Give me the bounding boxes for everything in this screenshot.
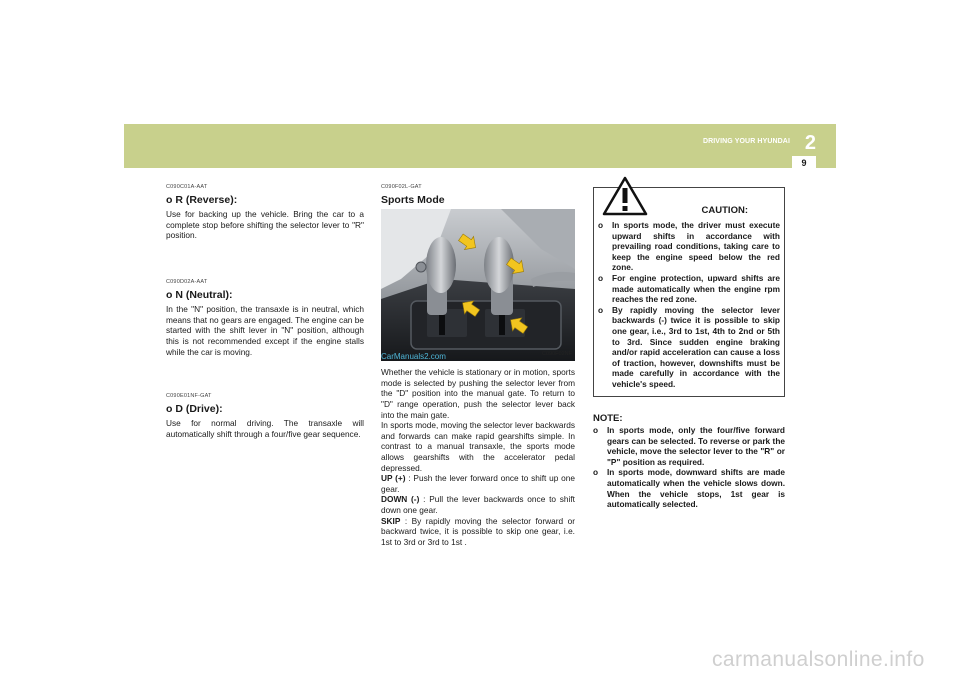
section-neutral [166, 277, 364, 357]
section-body: Use for backing up the vehicle. Bring the car to a complete stop before shifting the selector lever to "R" position. [166, 209, 364, 241]
bullet: o [593, 425, 599, 436]
section-heading: o R (Reverse): [166, 193, 238, 206]
gear-selector-illustration [381, 209, 575, 361]
skip-text: : By rapidly moving the selector forward or backward twice, it is possible to skip one gear, i.e. 1st to 3rd or 3rd to 1st . [381, 515, 575, 547]
chapter-number: 2 [804, 132, 816, 154]
column-sports-mode [381, 182, 575, 547]
section-reverse [166, 182, 364, 241]
down-text: : Pull the lever backwards once to shift down one gear. [381, 494, 575, 515]
down-shift-line [381, 494, 575, 515]
up-text: : Push the lever forward once to shift up one gear. [381, 473, 575, 494]
section-heading: o D (Drive): [166, 402, 223, 415]
section-code: C090F02L-GAT [381, 184, 422, 190]
column-caution-note [593, 187, 785, 510]
up-shift-line [381, 473, 575, 494]
up-label: UP (+) [381, 473, 406, 484]
site-watermark: carmanualsonline.info [712, 648, 925, 671]
section-drive [166, 391, 364, 439]
section-code: C090C01A-AAT [166, 184, 208, 190]
sports-description: In sports mode, moving the selector lever backwards and forwards can make rapid gearshifts simple. In contrast to a manual transaxle, the sports mode allows gearshifts with the accelerator pedal depressed. [381, 420, 575, 473]
chapter-title: DRIVING YOUR HYUNDAI [702, 138, 790, 145]
image-code: C090F02NF [542, 350, 572, 357]
note-section [593, 414, 785, 510]
skip-label: SKIP [381, 515, 401, 526]
down-label: DOWN (-) [381, 494, 420, 505]
sports-intro: Whether the vehicle is stationary or in motion, sports mode is selected by pushing the selector lever from the "D" position into the manual gate. To return to "D" range operation, push the selector lever back into the main gate. [381, 367, 575, 420]
image-watermark: CarManuals2.com [381, 351, 446, 361]
header-band [124, 124, 836, 168]
sports-mode-body [381, 367, 575, 547]
bullet: o [593, 467, 599, 478]
section-code: C090D02A-AAT [166, 278, 208, 285]
caution-box [593, 187, 785, 397]
section-heading: Sports Mode [381, 193, 445, 206]
gear-selector-photo [381, 209, 575, 361]
note-item: o In sports mode, only the four/five forward gears can be selected. To reverse or park the vehicle, move the selector lever to the "R" or "P" position as required. [593, 425, 785, 467]
note-list [593, 425, 785, 510]
note-item: o In sports mode, downward shifts are made automatically when the vehicle slows down. When the vehicle stops, 1st gear is automatically selected. [593, 467, 785, 510]
skip-shift-line [381, 516, 575, 548]
caution-item: o By rapidly moving the selector lever backwards (-) twice it is possible to skip one gear, i.e., 3rd to 1st, 4th to 2nd or 5th to 3rd. Since sudden engine braking and/or rapid acceleration can cause a loss of traction, however, downshifts must be made carefully in accordance with the vehicle's speed. [598, 304, 780, 389]
caution-list [598, 220, 780, 390]
caution-item: o For engine protection, upward shifts are made automatically when the engine rpm reaches the red zone. [598, 272, 780, 305]
bullet: o [598, 304, 604, 315]
section-code: C090E01NF-GAT [166, 393, 212, 400]
section-heading: o N (Neutral): [166, 288, 233, 301]
section-body: In the "N" position, the transaxle is in neutral, which means that no gears are engaged. The engine can be started with the shift lever in "N" position, although this is not recommended except if the engine stalls while the car is moving. [166, 304, 364, 357]
caution-title: CAUTION: [701, 205, 748, 216]
column-gear-positions [166, 182, 364, 476]
section-body: Use for normal driving. The transaxle will automatically shift through a four/five gear sequence. [166, 418, 364, 439]
page-number: 9 [801, 158, 807, 168]
note-title: NOTE: [593, 412, 623, 424]
caution-item: o In sports mode, the driver must execute upward shifts in accordance with prevailing road conditions, taking care to keep the engine speed below the red zone. [598, 220, 780, 273]
bullet: o [598, 272, 604, 283]
bullet: o [598, 220, 604, 230]
